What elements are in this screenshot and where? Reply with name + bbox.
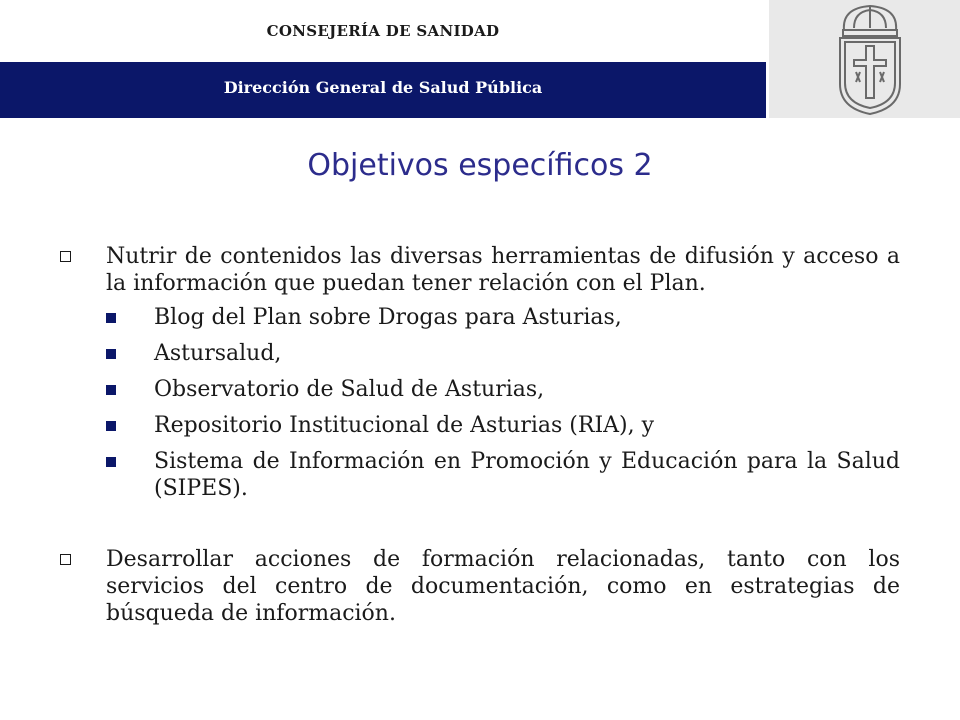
sub-list-item: Repositorio Institucional de Asturias (RIA), y xyxy=(106,412,900,439)
square-bullet-icon xyxy=(106,457,116,467)
sub-list-item: Sistema de Información en Promoción y Educación para la Salud (SIPES). xyxy=(106,448,900,502)
square-bullet-icon xyxy=(106,421,116,431)
coat-of-arms-icon xyxy=(832,2,908,116)
square-bullet-icon xyxy=(106,313,116,323)
checkbox-bullet-icon xyxy=(60,251,71,262)
slide-content xyxy=(58,243,900,627)
list-item xyxy=(58,546,900,627)
square-bullet-icon xyxy=(106,385,116,395)
list-item-text: Desarrollar acciones de formación relacionadas, tanto con los servicios del centro de documentación, como en estrategias de búsqueda de información. xyxy=(106,547,900,626)
square-bullet-icon xyxy=(106,349,116,359)
list-item-text: Nutrir de contenidos las diversas herramientas de difusión y acceso a la información que puedan tener relación con el Plan. xyxy=(106,244,900,296)
list-item xyxy=(58,243,900,502)
department-name: CONSEJERÍA DE SANIDAD xyxy=(266,22,500,40)
sub-list-item: Blog del Plan sobre Drogas para Asturias, xyxy=(106,304,900,331)
sub-list-item: Astursalud, xyxy=(106,340,900,367)
sub-list-item: Observatorio de Salud de Asturias, xyxy=(106,376,900,403)
checkbox-bullet-icon xyxy=(60,554,71,565)
sub-list xyxy=(106,304,900,502)
subdepartment-name: Dirección General de Salud Pública xyxy=(223,78,543,97)
slide-title: Objetivos específicos 2 xyxy=(307,148,653,183)
